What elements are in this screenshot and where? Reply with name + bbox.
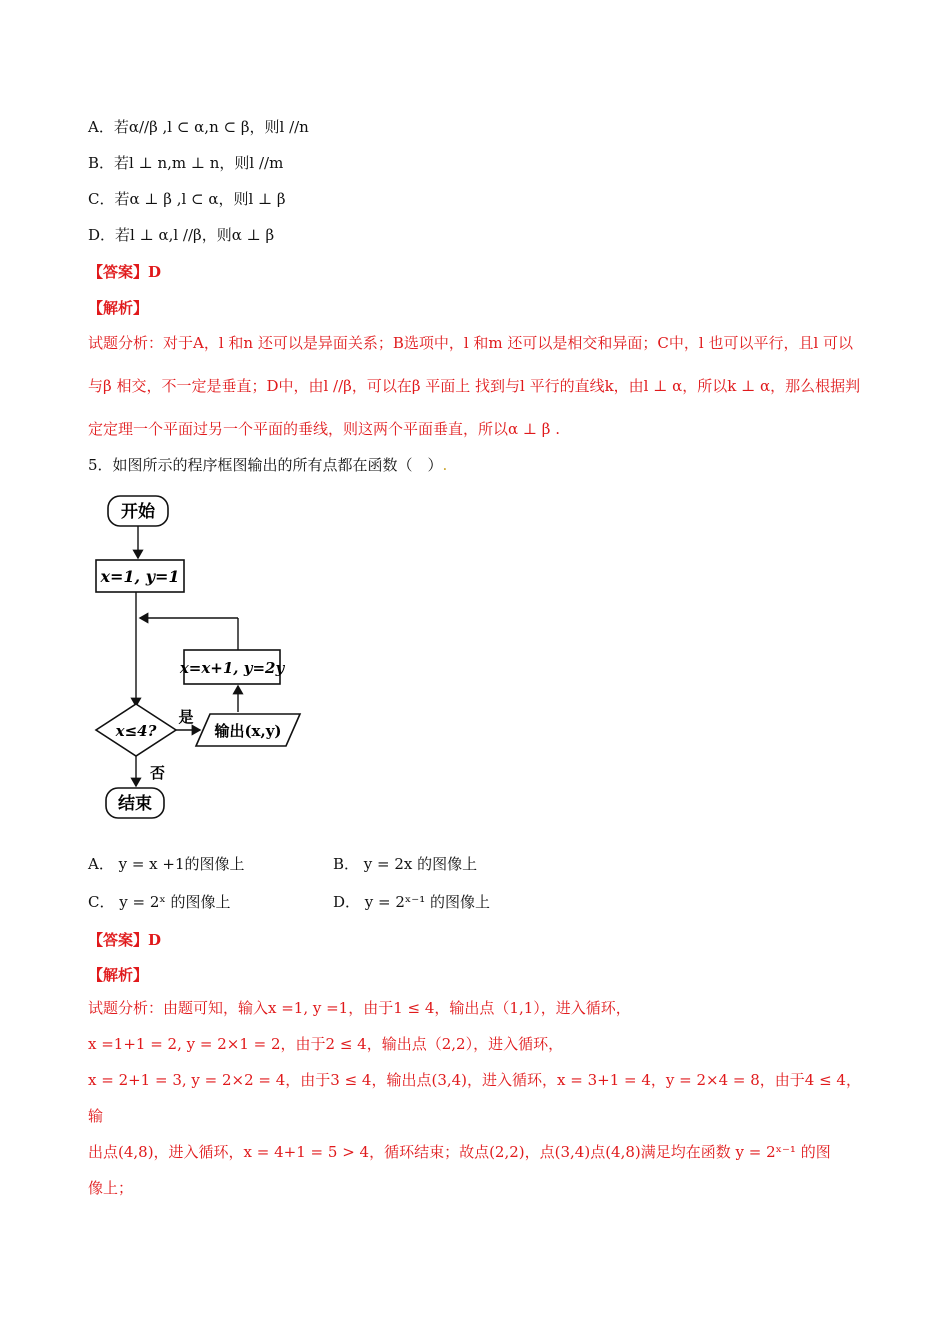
q4-option-c: C．若α ⊥ β ,l ⊂ α，则l ⊥ β	[88, 190, 286, 208]
flowchart-condition	[96, 704, 176, 756]
flowchart-yes-label: 是	[178, 708, 194, 726]
q5-analysis-line: x =1+1 = 2, y = 2×1 = 2，由于2 ≤ 4，输出点（2,2），进入循环，	[88, 1035, 564, 1053]
q5-option-a: A． y = x +1的图像上	[88, 855, 245, 873]
flowchart-no-label: 否	[150, 764, 166, 782]
q5-option-d: D． y = 2ˣ⁻¹ 的图像上	[333, 893, 490, 911]
flowchart-init-box	[96, 560, 184, 592]
q5-analysis-line: x = 2+1 = 3, y = 2×2 = 4，由于3 ≤ 4，输出点(3,4)，进入循环，x = 3+1 = 4，y = 2×4 = 8，由于4 ≤ 4，输	[88, 1071, 861, 1125]
q4-analysis-text: 试题分析：对于A，l 和n 还可以是异面关系；B选项中，l 和m 还可以是相交和异面；C中，l 也可以平行，且l 可以与β 相交，不一定是垂直；D中，由l //β，可以在β 平面上 找到与l 平行的直线k，由l ⊥ α，所以k ⊥ α，那么根据判定定理一个平面过另一个平面的垂线，则这两个平面垂直，所以α ⊥ β .	[88, 334, 861, 438]
svg-text:x≤4?: x≤4?	[115, 722, 157, 740]
svg-text:输出(x,y): 输出(x,y)	[214, 722, 282, 740]
q5-option-b: B． y = 2x 的图像上	[333, 855, 478, 873]
flowchart	[88, 490, 318, 830]
svg-text:x=1, y=1: x=1, y=1	[100, 567, 180, 586]
q5-analysis-line: 出点(4,8)，进入循环，x = 4+1 = 5 > 4，循环结束；故点(2,2)，点(3,4)点(4,8)满足均在函数 y = 2ˣ⁻¹ 的图	[88, 1143, 831, 1161]
q4-option-b: B．若l ⊥ n,m ⊥ n，则l //m	[88, 154, 284, 172]
q5-analysis	[88, 990, 868, 1206]
q5-option-c: C． y = 2ˣ 的图像上	[88, 893, 231, 911]
q4-option-d: D．若l ⊥ α,l //β，则α ⊥ β	[88, 226, 275, 244]
q5-question	[88, 454, 447, 475]
flowchart-update-box	[179, 650, 286, 684]
q4-analysis-label: 【解析】	[88, 299, 149, 317]
q5-analysis-line: 试题分析：由题可知，输入x =1, y =1，由于1 ≤ 4，输出点（1,1），进入循环，	[88, 999, 631, 1017]
flowchart-start	[108, 496, 168, 526]
flowchart-output	[196, 714, 300, 746]
svg-text:开始: 开始	[121, 502, 155, 522]
svg-text:结束: 结束	[118, 794, 152, 814]
q5-analysis-line: 像上；	[88, 1179, 134, 1197]
flowchart-end	[106, 788, 164, 818]
svg-text:x=x+1, y=2y: x=x+1, y=2y	[179, 659, 285, 677]
q4-option-a: A．若α//β ,l ⊂ α,n ⊂ β，则l //n	[88, 118, 309, 136]
q5-question-text: 5．如图所示的程序框图输出的所有点都在函数（ ）	[88, 456, 443, 474]
q5-analysis-label: 【解析】	[88, 966, 149, 984]
q5-question-dot: .	[442, 456, 448, 474]
q5-answer: 【答案】D	[88, 931, 162, 949]
q4-answer: 【答案】D	[88, 263, 162, 281]
